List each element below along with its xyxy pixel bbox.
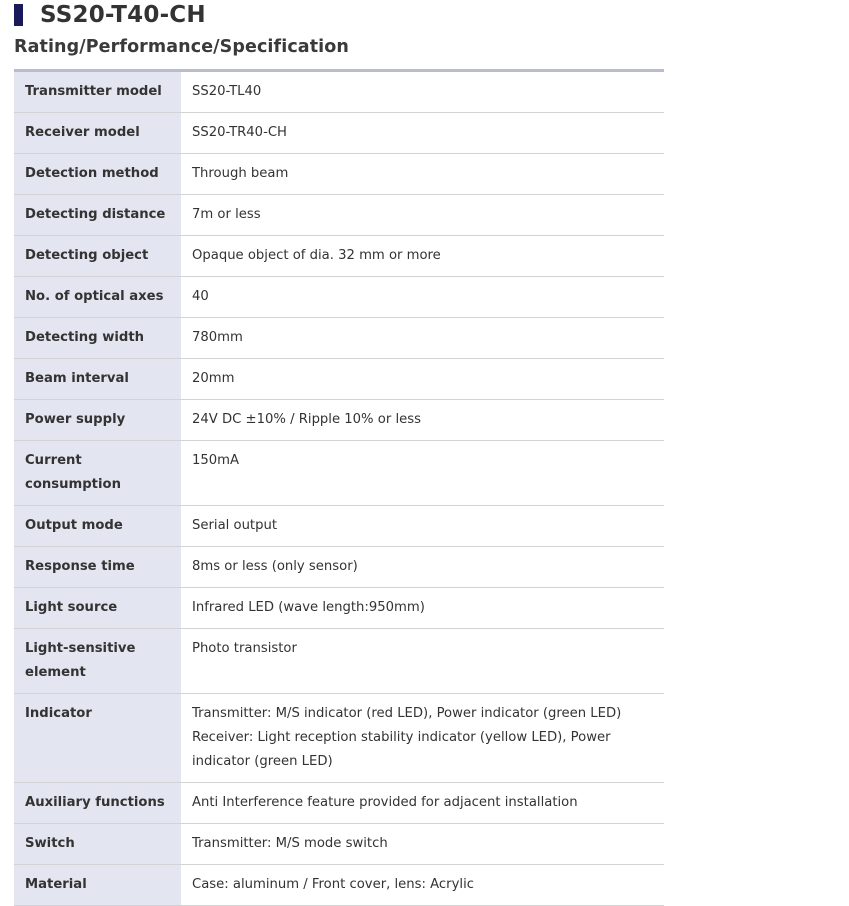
table-row — [14, 277, 664, 318]
table-row — [14, 318, 664, 359]
spec-value: 40 — [181, 277, 664, 318]
table-row — [14, 195, 664, 236]
spec-label: Response time — [14, 547, 181, 588]
spec-label: Light-sensitive element — [14, 629, 181, 694]
spec-value: SS20-TL40 — [181, 71, 664, 113]
spec-label: Transmitter model — [14, 71, 181, 113]
table-row — [14, 783, 664, 824]
spec-value: Serial output — [181, 506, 664, 547]
table-row — [14, 441, 664, 506]
spec-value: Opaque object of dia. 32 mm or more — [181, 236, 664, 277]
spec-table — [14, 69, 664, 906]
spec-label: Receiver model — [14, 113, 181, 154]
table-row — [14, 865, 664, 906]
spec-value: 7m or less — [181, 195, 664, 236]
spec-label: Power supply — [14, 400, 181, 441]
spec-value: Through beam — [181, 154, 664, 195]
section-title: Rating/Performance/Specification — [14, 37, 349, 57]
table-row — [14, 236, 664, 277]
spec-value: 20mm — [181, 359, 664, 400]
spec-value: 8ms or less (only sensor) — [181, 547, 664, 588]
spec-label: Indicator — [14, 694, 181, 783]
table-row — [14, 400, 664, 441]
spec-value: Case: aluminum / Front cover, lens: Acrylic — [181, 865, 664, 906]
spec-label: Current consumption — [14, 441, 181, 506]
spec-value-line: Transmitter: M/S indicator (red LED), Power indicator (green LED) — [192, 706, 622, 721]
spec-value: 150mA — [181, 441, 664, 506]
spec-label: Detecting width — [14, 318, 181, 359]
spec-label: No. of optical axes — [14, 277, 181, 318]
table-row — [14, 629, 664, 694]
spec-value: Infrared LED (wave length:950mm) — [181, 588, 664, 629]
page-title: SS20-T40-CH — [40, 2, 206, 28]
spec-label: Detecting distance — [14, 195, 181, 236]
spec-label: Detection method — [14, 154, 181, 195]
spec-value: 780mm — [181, 318, 664, 359]
spec-value: Transmitter: M/S mode switch — [181, 824, 664, 865]
title-marker — [14, 4, 23, 26]
spec-label: Detecting object — [14, 236, 181, 277]
spec-label: Switch — [14, 824, 181, 865]
spec-value: 24V DC ±10% / Ripple 10% or less — [181, 400, 664, 441]
table-row — [14, 824, 664, 865]
spec-value-line: Receiver: Light reception stability indicator (yellow LED), Power indicator (green LED) — [192, 730, 611, 769]
table-row — [14, 588, 664, 629]
table-row — [14, 154, 664, 195]
spec-label: Light source — [14, 588, 181, 629]
table-row — [14, 506, 664, 547]
spec-value — [181, 694, 664, 783]
table-row — [14, 113, 664, 154]
table-row — [14, 694, 664, 783]
spec-value: Anti Interference feature provided for adjacent installation — [181, 783, 664, 824]
spec-label: Beam interval — [14, 359, 181, 400]
spec-value: Photo transistor — [181, 629, 664, 694]
spec-value: SS20-TR40-CH — [181, 113, 664, 154]
table-row — [14, 547, 664, 588]
spec-label: Auxiliary functions — [14, 783, 181, 824]
page-header — [14, 3, 206, 27]
table-row — [14, 359, 664, 400]
spec-label: Material — [14, 865, 181, 906]
spec-label: Output mode — [14, 506, 181, 547]
table-row — [14, 71, 664, 113]
spec-table-body — [14, 71, 664, 906]
